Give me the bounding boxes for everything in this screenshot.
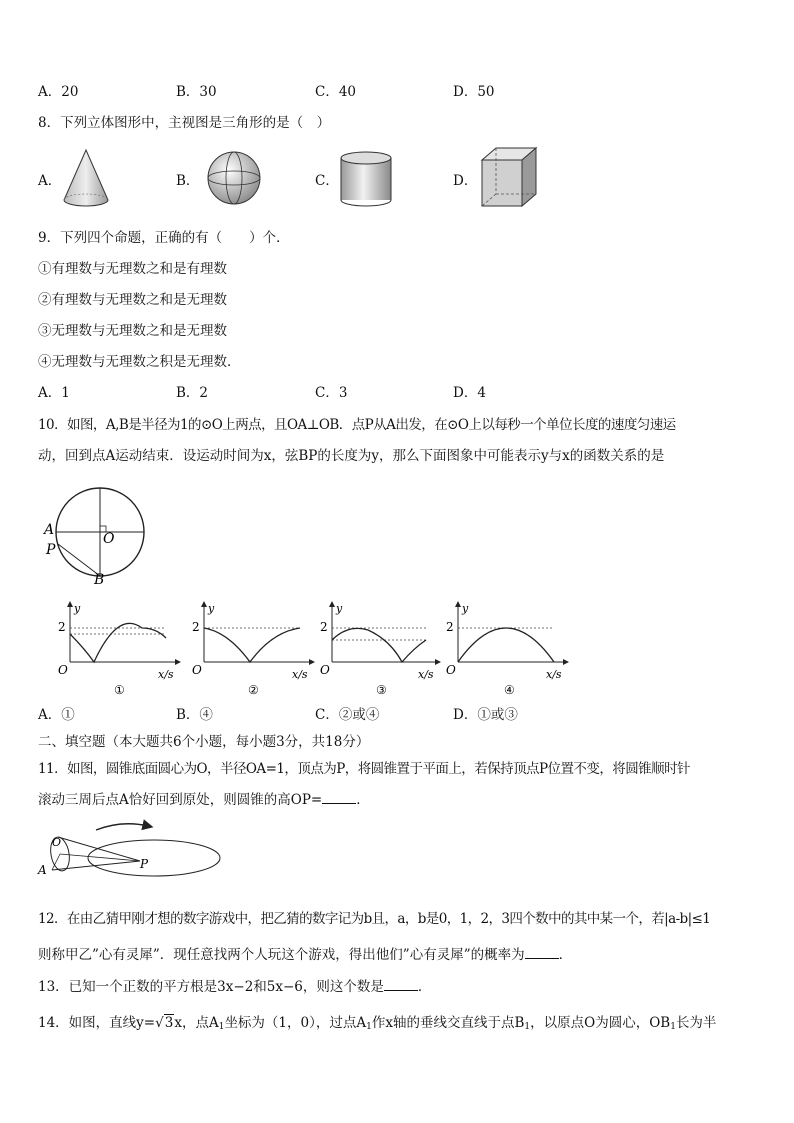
q8-option-a: A． [38,173,62,189]
svg-text:2: 2 [192,620,200,634]
svg-text:2: 2 [58,620,66,634]
q7-option-a: A．20 [38,84,79,100]
svg-text:P: P [140,857,149,871]
q14-line: 14．如图，直线y=√3x，点$A_1$坐标为（1，0），过点$A_1$作x轴的垂线交直线于点$B_1$，以原点O为圆心，$OB_1$长为半 [38,1015,717,1032]
svg-text:y: y [208,602,215,615]
q8-stem: 8．下列立体图形中，主视图是三角形的是（ ） [38,115,331,131]
q9-item-1: ①有理数与无理数之和是有理数 [38,261,227,277]
svg-text:x/s: x/s [418,668,434,681]
q7-option-c: C．40 [315,84,357,100]
q9-option-b: B．2 [176,385,209,401]
q12-line-1: 12．在由乙猜甲刚才想的数字游戏中，把乙猜的数字记为b且，a，b是0，1，2，3四个数中的其中某一个，若|a-b|≤1 [38,911,711,927]
svg-text:x/s: x/s [546,668,562,681]
q9-item-4: ④无理数与无理数之积是无理数． [38,354,241,370]
svg-text:O: O [52,836,62,849]
circle-figure [40,482,150,586]
graph-2 [192,602,312,696]
q13-line: 13．已知一个正数的平方根是3x−2和5x−6，则这个数是 ． [38,979,432,995]
label-a: A [44,522,55,538]
sphere-icon [204,150,264,206]
label-p: P [46,542,56,558]
q12-answer-blank [525,946,559,959]
q9-option-d: D．4 [453,385,486,401]
label-b: B [94,572,105,586]
q8-option-d: D． [453,173,478,189]
svg-text:2: 2 [320,620,328,634]
cube-icon [478,146,540,210]
q11-line-2: 滚动三周后点A恰好回到原处，则圆锥的高OP= ． [38,792,370,808]
svg-text:A: A [38,863,47,877]
q10-graphs [38,600,598,696]
q7-option-d: D．50 [453,84,495,100]
q10-option-c: C．②或④ [315,707,380,723]
svg-text:③: ③ [376,683,387,696]
q7-option-b: B．30 [176,84,217,100]
svg-text:O: O [446,663,456,677]
q10-line-2: 动，回到点A运动结束．设运动时间为x，弦BP的长度为y，那么下面图象中可能表示y与x的函数关系的是 [38,448,665,464]
cylinder-icon [336,150,396,208]
rolling-cone-figure [36,816,226,880]
q10-option-b: B．④ [176,707,213,723]
svg-text:②: ② [248,683,259,696]
q9-option-c: C．3 [315,385,348,401]
graph-1 [58,602,178,696]
graph-4 [446,602,566,696]
graph-3 [320,602,438,696]
q9-item-2: ②有理数与无理数之和是无理数 [38,292,227,308]
q9-item-3: ③无理数与无理数之和是无理数 [38,323,227,339]
q11-answer-blank [322,791,356,804]
q9-option-a: A．1 [38,385,70,401]
svg-text:O: O [320,663,330,677]
cone-icon [58,148,118,208]
svg-text:O: O [192,663,202,677]
section-heading: 二、填空题（本大题共6个小题，每小题3分，共18分） [38,734,370,750]
svg-text:O: O [58,663,68,677]
svg-text:2: 2 [446,620,454,634]
q10-option-d: D．①或③ [453,707,518,723]
svg-text:x/s: x/s [158,668,174,681]
svg-text:①: ① [114,683,125,696]
svg-text:y: y [74,602,81,615]
q10-line-1: 10．如图，A,B是半径为1的⊙O上两点，且OA⊥OB．点P从A出发，在⊙O上以每秒一个单位长度的速度匀速运 [38,417,676,433]
q11-line-1: 11．如图，圆锥底面圆心为O，半径OA=1，顶点为P，将圆锥置于平面上，若保持顶点P位置不变，将圆锥顺时针 [38,761,690,777]
svg-text:y: y [462,602,469,615]
q8-option-b: B． [176,173,200,189]
svg-text:④: ④ [504,683,515,696]
label-o: O [103,531,115,547]
q8-option-c: C． [315,173,339,189]
q10-option-a: A．① [38,707,75,723]
q13-answer-blank [384,978,418,991]
svg-text:x/s: x/s [292,668,308,681]
sqrt-sign: √3 [155,1015,174,1031]
q12-line-2: 则称甲乙”心有灵犀”．现任意找两个人玩这个游戏，得出他们”心有灵犀”的概率为 ． [38,947,573,963]
svg-text:y: y [336,602,343,615]
q9-stem: 9．下列四个命题，正确的有（ ）个． [38,230,290,246]
